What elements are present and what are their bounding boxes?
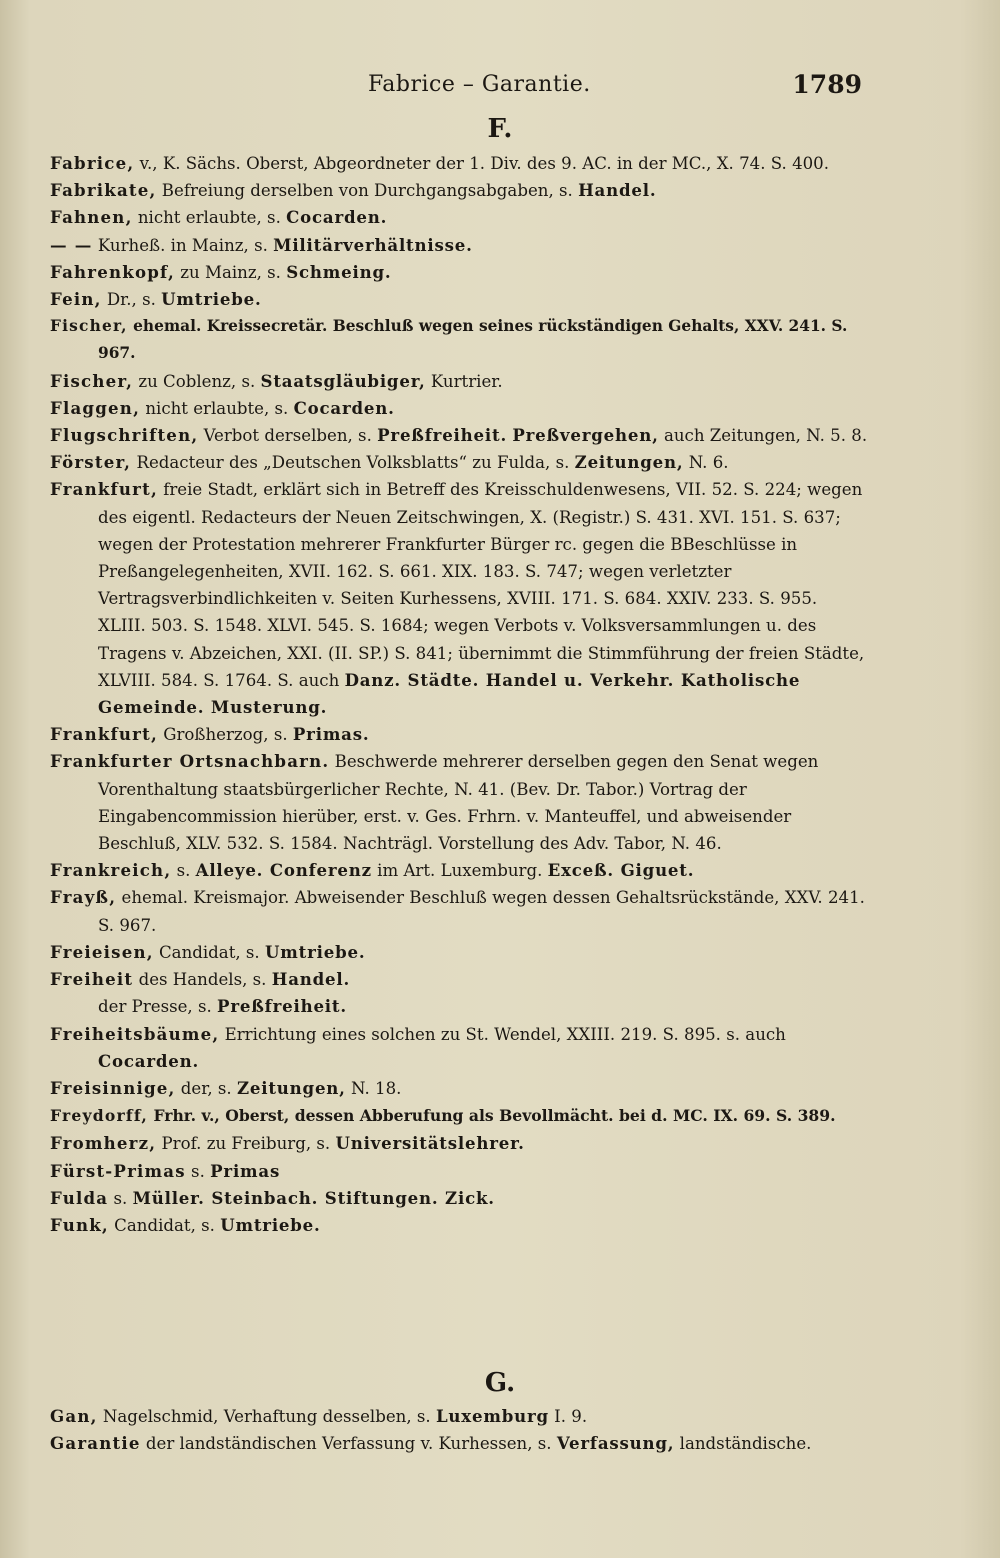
index-entry xyxy=(50,449,870,476)
running-head: Fabrice – Garantie. xyxy=(368,72,591,97)
entry-text-tail: I. 9. xyxy=(548,1407,588,1426)
page-header xyxy=(0,70,1000,106)
entry-term: Gan, xyxy=(50,1406,98,1426)
index-entry xyxy=(50,1403,870,1430)
entry-text: Frhr. v., Oberst, dessen Abberufung als Bevollmächt. bei d. MC. IX. 69. S. 389. xyxy=(148,1106,836,1126)
entry-term: Fischer, xyxy=(50,370,134,391)
entry-reference: Staatsgläubiger, xyxy=(260,370,426,391)
entry-text: Beschwerde mehrerer derselben gegen den Senat wegen Vorenthaltung staatsbürgerlicher Rechte, N. 41. (Bev. Dr. Tabor.) Vortrag der Eingabencommission hierüber, erst. v. Ges. Frhrn. v. Manteuffel, und abweisender Beschluß, XLV. 532. S. 1584. Nachträgl. Vorstellung des Adv. Tabor, N. 46. xyxy=(98,752,819,854)
entry-reference: Danz. Städte. Handel u. Verkehr. Katholische Gemeinde. Musterung. xyxy=(98,669,801,718)
entry-text: der Presse, s. xyxy=(98,997,218,1017)
entry-term: — — xyxy=(50,234,93,255)
entry-term: Frayß, xyxy=(50,887,117,908)
entry-term: Frankreich, xyxy=(50,860,172,881)
entry-term: Frankfurt, xyxy=(50,724,158,745)
entry-text: nicht erlaubte, s. xyxy=(140,398,294,418)
index-entry xyxy=(50,939,870,966)
index-entry xyxy=(50,1130,870,1157)
entry-text: zu Coblenz, s. xyxy=(133,371,261,391)
index-entry xyxy=(50,748,870,857)
entry-text: Errichtung eines solchen zu St. Wendel, XXIII. 219. S. 895. s. auch xyxy=(219,1024,786,1044)
entry-text: Prof. zu Freiburg, s. xyxy=(156,1134,336,1154)
index-entry xyxy=(50,966,870,993)
entry-term: Fein, xyxy=(50,289,102,310)
entry-reference: Schmeing. xyxy=(286,261,392,282)
entry-reference: Umtriebe. xyxy=(264,941,366,962)
entry-reference: Universitätslehrer. xyxy=(335,1133,525,1154)
entry-term: Fahrenkopf, xyxy=(50,261,175,282)
index-subentry xyxy=(98,993,870,1020)
entry-reference: Cocarden. xyxy=(293,397,395,418)
entry-text: s. xyxy=(171,861,196,881)
entry-reference: Primas. xyxy=(292,724,370,745)
entry-reference: Exceß. Giguet. xyxy=(547,860,695,881)
entry-text: der, s. xyxy=(175,1078,237,1098)
index-entry xyxy=(50,884,870,938)
entry-reference: Luxemburg xyxy=(435,1406,549,1426)
entry-text: Großherzog, s. xyxy=(157,725,293,745)
entry-text: freie Stadt, erklärt sich in Betreff des Kreisschuldenwesens, VII. 52. S. 224; wegen des eigentl. Redacteurs der Neuen Zeitschwingen, X. (Registr.) S. 431. XVI. 151. S. 637; wegen der Protestation mehrerer Frankfurter Bürger rc. gegen die BBeschlüsse in Preßangelegenheiten, XVII. 162. S. 661. XIX. 183. S. 747; wegen verletzter Vertragsverbindlichkeiten v. Seiten Kurhessens, XVIII. 171. S. 684. XXIV. 233. S. 955. XLIII. 503. S. 1548. XLVI. 545. S. 1684; wegen Verbots v. Volksversammlungen u. des Tragens v. Abzeichen, XXI. (II. SP.) S. 841; übernimmt die Stimmführung der freien Städte, XLVIII. 584. S. 1764. S. auch xyxy=(98,480,865,690)
entry-text: Befreiung derselben von Durchgangsabgaben, s. xyxy=(156,181,579,201)
entry-reference: Preßvergehen, xyxy=(512,425,659,446)
entry-reference: Preßfreiheit. xyxy=(377,425,508,446)
entry-reference: Alleye. Conferenz xyxy=(195,860,372,881)
index-entry xyxy=(50,232,870,259)
entry-term: Flugschriften, xyxy=(50,425,199,446)
entry-text: ehemal. Kreissecretär. Beschluß wegen seines rückständigen Gehalts, XXV. 241. S. 967. xyxy=(98,317,848,363)
entry-text-tail: landständische. xyxy=(674,1434,812,1454)
entry-reference: Militärverhältnisse. xyxy=(273,234,473,255)
index-entry xyxy=(50,857,870,884)
entry-reference: Handel. xyxy=(271,969,351,990)
entry-text-tail: Kurtrier. xyxy=(425,371,503,391)
entry-reference: Zeitungen, xyxy=(236,1077,346,1098)
entry-term: Fromherz, xyxy=(50,1133,157,1154)
entry-term: Freieisen, xyxy=(50,941,154,962)
entry-term: Freiheitsbäume, xyxy=(50,1023,220,1044)
entry-text: der landständischen Verfassung v. Kurhessen, s. xyxy=(140,1434,557,1454)
index-entry xyxy=(50,1185,870,1212)
entry-text: zu Mainz, s. xyxy=(174,262,287,282)
page-number: 1789 xyxy=(792,70,862,99)
index-entry xyxy=(50,259,870,286)
index-entry xyxy=(50,286,870,313)
entry-text: des Handels, s. xyxy=(133,970,272,990)
entry-term: Förster, xyxy=(50,452,132,473)
index-entry xyxy=(50,313,870,367)
entry-reference: Verfassung, xyxy=(556,1433,675,1454)
entry-text-tail: auch Zeitungen, N. 5. 8. xyxy=(658,426,868,446)
entry-text: Candidat, s. xyxy=(108,1215,221,1235)
entry-term: Fahnen, xyxy=(50,207,133,228)
index-entry xyxy=(50,395,870,422)
index-entry xyxy=(50,1102,870,1130)
entry-reference: Handel. xyxy=(578,180,657,201)
entry-text: Dr., s. xyxy=(101,290,162,310)
entry-text: v., K. Sächs. Oberst, Abgeordneter der 1. Div. des 9. AC. in der MC., X. 74. S. 400. xyxy=(134,154,830,173)
index-entry xyxy=(50,177,870,204)
entry-text: Verbot derselben, s. xyxy=(198,426,378,446)
entry-reference: Umtriebe. xyxy=(220,1214,321,1235)
index-entry xyxy=(50,204,870,231)
entry-term: Fabrikate, xyxy=(50,180,157,201)
entry-term: Freiheit xyxy=(50,969,134,990)
entry-text: Candidat, s. xyxy=(153,942,265,962)
entry-text: Kurheß. in Mainz, s. xyxy=(92,235,274,255)
index-entry xyxy=(50,1212,870,1239)
index-entries-f xyxy=(50,150,870,1239)
entry-reference: Cocarden. xyxy=(286,207,388,228)
index-entry xyxy=(50,368,870,395)
entry-term: Flaggen, xyxy=(50,397,141,418)
entry-text: ehemal. Kreismajor. Abweisender Beschluß wegen dessen Gehaltsrückstände, XXV. 241. S. 967. xyxy=(98,888,865,935)
entry-term: Fulda xyxy=(50,1187,109,1208)
entry-text: Redacteur des „Deutschen Volksblatts“ zu Fulda, s. xyxy=(131,453,575,473)
entry-term: Frankfurt, xyxy=(50,479,158,500)
entry-text-tail: N. 6. xyxy=(683,453,729,473)
entry-term: Freisinnige, xyxy=(50,1077,176,1098)
entry-reference: Müller. Steinbach. Stiftungen. Zick. xyxy=(132,1187,495,1208)
entry-text-mid: im Art. Luxemburg. xyxy=(371,861,548,881)
index-entry xyxy=(50,1021,870,1075)
entry-text: s. xyxy=(108,1188,133,1208)
entry-term: Freydorff, xyxy=(50,1106,149,1126)
entry-text-tail: N. 18. xyxy=(345,1078,402,1098)
entry-term: Funk, xyxy=(50,1214,109,1235)
entry-reference: Preßfreiheit. xyxy=(217,996,347,1017)
index-entry xyxy=(50,1158,870,1185)
section-letter-f: F. xyxy=(487,114,513,144)
entry-text: nicht erlaubte, s. xyxy=(132,208,287,228)
entry-term: Fischer, xyxy=(50,317,128,336)
index-entries-g xyxy=(50,1403,870,1457)
entry-reference: Umtriebe. xyxy=(161,289,262,310)
entry-term: Fabrice, xyxy=(50,153,135,173)
index-entry xyxy=(50,422,870,449)
entry-term: Frankfurter Ortsnachbarn. xyxy=(50,751,330,772)
index-entry xyxy=(50,1430,870,1457)
entry-term: Garantie xyxy=(50,1433,141,1454)
entry-reference: Cocarden. xyxy=(98,1050,200,1071)
entry-reference: Primas xyxy=(210,1160,281,1181)
entry-reference: Zeitungen, xyxy=(574,452,684,473)
section-letter-g: G. xyxy=(484,1368,516,1398)
index-entry xyxy=(50,476,870,721)
index-entry xyxy=(50,150,870,177)
entry-text: s. xyxy=(185,1161,211,1181)
index-entry xyxy=(50,721,870,748)
entry-text: Nagelschmid, Verhaftung desselben, s. xyxy=(97,1407,436,1426)
index-entry xyxy=(50,1075,870,1102)
entry-term: Fürst-Primas xyxy=(50,1160,186,1181)
